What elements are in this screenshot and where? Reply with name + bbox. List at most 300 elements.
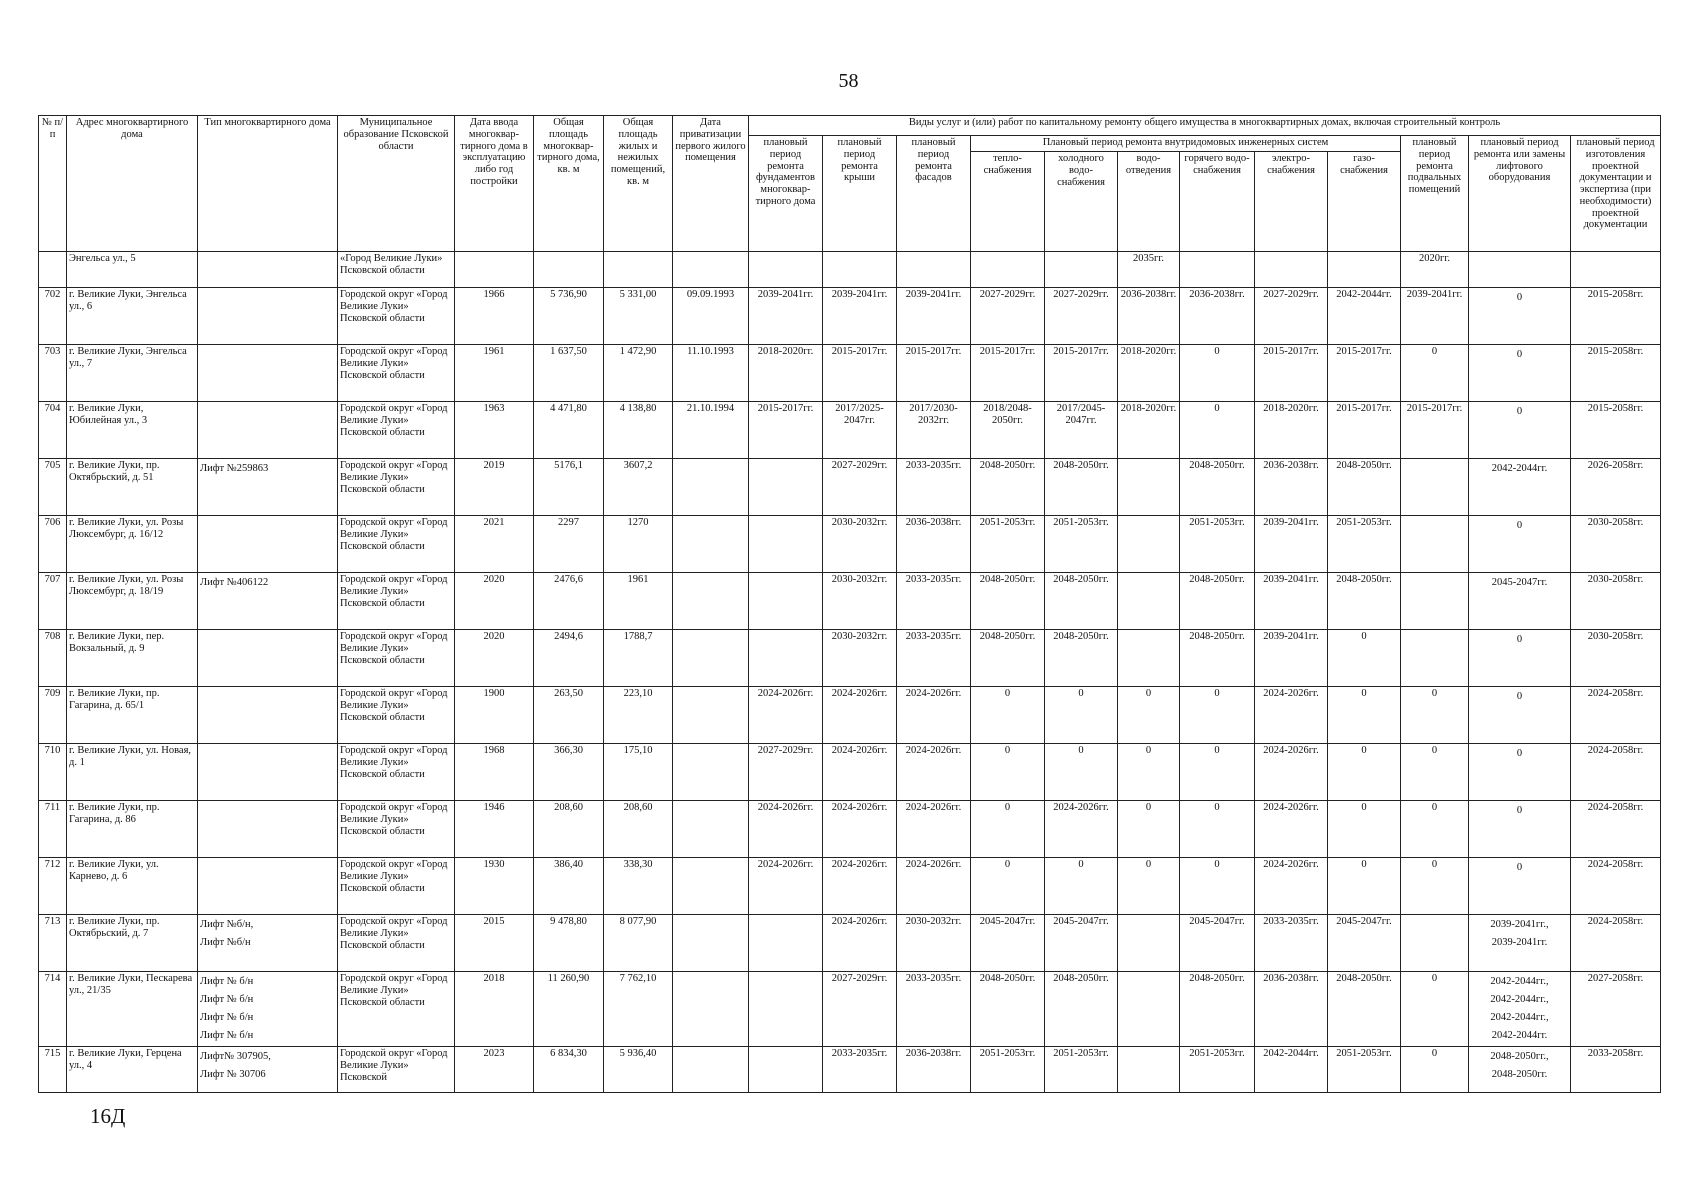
cell-type [198, 915, 338, 972]
cell-basement: 0 [1401, 858, 1469, 915]
cell-num: 713 [39, 915, 67, 972]
cell-privatization-date [673, 972, 749, 1047]
cell-drainage [1118, 630, 1180, 687]
cell-type [198, 516, 338, 573]
cell-facade: 2033-2035гг. [897, 573, 971, 630]
cell-basement: 0 [1401, 744, 1469, 801]
cell-facade: 2024-2026гг. [897, 858, 971, 915]
cell-cold-water: 2048-2050гг. [1045, 630, 1118, 687]
cell-living-area: 223,10 [604, 687, 673, 744]
cell-total-area: 2297 [534, 516, 604, 573]
cell-gas: 2048-2050гг. [1328, 459, 1401, 516]
cell-hot-water: 0 [1180, 801, 1255, 858]
cell-gas: 0 [1328, 687, 1401, 744]
table-row [39, 516, 1661, 573]
cell-living-area: 5 936,40 [604, 1047, 673, 1093]
cell-total-area: 1 637,50 [534, 345, 604, 402]
cell-drainage [1118, 972, 1180, 1047]
header-privatization-date: Дата приватизации первого жилого помещения [673, 116, 749, 252]
cell-num: 705 [39, 459, 67, 516]
cell-design: 2024-2058гг. [1571, 858, 1661, 915]
cell-design: 2027-2058гг. [1571, 972, 1661, 1047]
cell-total-area: 5176,1 [534, 459, 604, 516]
cell-privatization-date: 21.10.1994 [673, 402, 749, 459]
cell-living-area: 4 138,80 [604, 402, 673, 459]
cell-type [198, 858, 338, 915]
cell-electric: 2039-2041гг. [1255, 516, 1328, 573]
elevator-id-line: Лифт № б/н [200, 994, 254, 1005]
cell-facade: 2033-2035гг. [897, 630, 971, 687]
cell-hot-water: 2051-2053гг. [1180, 516, 1255, 573]
cell-commission-date: 1930 [455, 858, 534, 915]
cell-roof: 2024-2026гг. [823, 744, 897, 801]
cell-hot-water: 0 [1180, 687, 1255, 744]
cell-municipality: Городской округ «Город Великие Луки» Псковской области [338, 516, 455, 573]
cell-design [1571, 252, 1661, 288]
cell-num: 712 [39, 858, 67, 915]
cell-drainage: 0 [1118, 744, 1180, 801]
cell-commission-date: 2018 [455, 972, 534, 1047]
cell-commission-date: 1961 [455, 345, 534, 402]
cell-hot-water: 2048-2050гг. [1180, 972, 1255, 1047]
cell-type [198, 573, 338, 630]
cell-type [198, 402, 338, 459]
cell-num: 707 [39, 573, 67, 630]
cell-basement: 2020гг. [1401, 252, 1469, 288]
cell-hot-water: 0 [1180, 744, 1255, 801]
cell-cold-water: 2048-2050гг. [1045, 972, 1118, 1047]
cell-roof [823, 252, 897, 288]
header-total-area: Общая площадь многоквар- тирного дома, кв. м [534, 116, 604, 252]
cell-heating: 0 [971, 744, 1045, 801]
cell-facade: 2033-2035гг. [897, 459, 971, 516]
table-row [39, 573, 1661, 630]
cell-cold-water: 0 [1045, 744, 1118, 801]
cell-privatization-date [673, 573, 749, 630]
cell-foundation [749, 573, 823, 630]
header-systems-group: Плановый период ремонта внутридомовых инженерных систем [971, 136, 1401, 152]
cell-electric: 2015-2017гг. [1255, 345, 1328, 402]
cell-electric: 2024-2026гг. [1255, 687, 1328, 744]
cell-design: 2024-2058гг. [1571, 915, 1661, 972]
cell-address: Энгельса ул., 5 [67, 252, 198, 288]
cell-address: г. Великие Луки, пр. Гагарина, д. 65/1 [67, 687, 198, 744]
cell-commission-date: 1946 [455, 801, 534, 858]
cell-gas: 0 [1328, 630, 1401, 687]
cell-design: 2030-2058гг. [1571, 516, 1661, 573]
cell-cold-water: 2015-2017гг. [1045, 345, 1118, 402]
cell-municipality: Городской округ «Город Великие Луки» Псковской [338, 1047, 455, 1093]
cell-foundation: 2024-2026гг. [749, 858, 823, 915]
cell-heating: 0 [971, 858, 1045, 915]
cell-foundation: 2018-2020гг. [749, 345, 823, 402]
cell-privatization-date: 09.09.1993 [673, 288, 749, 345]
elevator-period-line: 0 [1516, 691, 1523, 702]
elevator-period-line: 2042-2044гг., [1490, 976, 1549, 987]
cell-basement: 0 [1401, 1047, 1469, 1093]
cell-foundation [749, 915, 823, 972]
cell-type [198, 972, 338, 1047]
cell-commission-date: 2021 [455, 516, 534, 573]
cell-commission-date [455, 252, 534, 288]
elevator-period-line: 0 [1516, 292, 1523, 303]
cell-living-area [604, 252, 673, 288]
cell-elevator [1469, 858, 1571, 915]
cell-drainage [1118, 1047, 1180, 1093]
cell-hot-water [1180, 252, 1255, 288]
cell-design: 2030-2058гг. [1571, 573, 1661, 630]
cell-hot-water: 2045-2047гг. [1180, 915, 1255, 972]
elevator-period-line: 2042-2044гг. [1491, 1030, 1548, 1041]
cell-type [198, 687, 338, 744]
cell-heating: 2027-2029гг. [971, 288, 1045, 345]
cell-elevator [1469, 288, 1571, 345]
cell-municipality: Городской округ «Город Великие Луки» Псковской области [338, 915, 455, 972]
cell-facade [897, 252, 971, 288]
cell-privatization-date [673, 1047, 749, 1093]
cell-heating: 2018/2048-2050гг. [971, 402, 1045, 459]
cell-municipality: Городской округ «Город Великие Луки» Псковской области [338, 744, 455, 801]
elevator-id-line: Лифт №406122 [200, 577, 269, 588]
cell-commission-date: 1968 [455, 744, 534, 801]
header-roof: плановый период ремонта крыши [823, 136, 897, 252]
elevator-period-line: 2039-2041гг. [1491, 937, 1548, 948]
cell-drainage: 2036-2038гг. [1118, 288, 1180, 345]
cell-living-area: 7 762,10 [604, 972, 673, 1047]
cell-electric: 2036-2038гг. [1255, 972, 1328, 1047]
cell-basement [1401, 516, 1469, 573]
cell-num: 711 [39, 801, 67, 858]
header-municipality: Муниципальное образование Псковской области [338, 116, 455, 252]
cell-total-area: 208,60 [534, 801, 604, 858]
cell-electric: 2024-2026гг. [1255, 858, 1328, 915]
cell-basement [1401, 573, 1469, 630]
cell-hot-water: 0 [1180, 858, 1255, 915]
cell-type [198, 252, 338, 288]
cell-commission-date: 2015 [455, 915, 534, 972]
cell-privatization-date [673, 744, 749, 801]
cell-heating: 2048-2050гг. [971, 573, 1045, 630]
header-num: № п/п [39, 116, 67, 252]
cell-foundation: 2015-2017гг. [749, 402, 823, 459]
elevator-period-line: 0 [1516, 748, 1523, 759]
cell-facade: 2036-2038гг. [897, 516, 971, 573]
cell-gas: 2045-2047гг. [1328, 915, 1401, 972]
cell-gas: 2048-2050гг. [1328, 573, 1401, 630]
cell-living-area: 8 077,90 [604, 915, 673, 972]
cell-gas: 0 [1328, 744, 1401, 801]
cell-roof: 2027-2029гг. [823, 972, 897, 1047]
cell-living-area: 5 331,00 [604, 288, 673, 345]
cell-cold-water: 2051-2053гг. [1045, 1047, 1118, 1093]
cell-address: г. Великие Луки, ул. Карнево, д. 6 [67, 858, 198, 915]
cell-num: 714 [39, 972, 67, 1047]
cell-living-area: 1788,7 [604, 630, 673, 687]
header-gas: газо- снабжения [1328, 152, 1401, 252]
cell-drainage [1118, 516, 1180, 573]
cell-basement: 0 [1401, 687, 1469, 744]
cell-drainage: 0 [1118, 687, 1180, 744]
header-services-group: Виды услуг и (или) работ по капитальному ремонту общего имущества в многоквартирных домах, включая строительный контроль [749, 116, 1661, 136]
cell-design: 2024-2058гг. [1571, 744, 1661, 801]
cell-num: 703 [39, 345, 67, 402]
cell-elevator [1469, 345, 1571, 402]
header-cold-water: холодного водо- снабжения [1045, 152, 1118, 252]
cell-num: 710 [39, 744, 67, 801]
cell-facade: 2015-2017гг. [897, 345, 971, 402]
cell-electric [1255, 252, 1328, 288]
header-heating: тепло- снабжения [971, 152, 1045, 252]
cell-design: 2026-2058гг. [1571, 459, 1661, 516]
cell-num: 702 [39, 288, 67, 345]
cell-basement: 0 [1401, 345, 1469, 402]
table-row [39, 345, 1661, 402]
cell-num: 708 [39, 630, 67, 687]
cell-design: 2015-2058гг. [1571, 345, 1661, 402]
cell-heating: 2015-2017гг. [971, 345, 1045, 402]
cell-privatization-date [673, 252, 749, 288]
cell-living-area: 338,30 [604, 858, 673, 915]
cell-address: г. Великие Луки, пр. Октябрьский, д. 7 [67, 915, 198, 972]
cell-hot-water: 0 [1180, 402, 1255, 459]
cell-foundation [749, 459, 823, 516]
cell-municipality: Городской округ «Город Великие Луки» Псковской области [338, 687, 455, 744]
cell-total-area: 9 478,80 [534, 915, 604, 972]
cell-address: г. Великие Луки, Юбилейная ул., 3 [67, 402, 198, 459]
cell-elevator [1469, 801, 1571, 858]
cell-hot-water: 2036-2038гг. [1180, 288, 1255, 345]
cell-type [198, 345, 338, 402]
cell-living-area: 175,10 [604, 744, 673, 801]
cell-hot-water: 2048-2050гг. [1180, 459, 1255, 516]
cell-foundation [749, 972, 823, 1047]
cell-electric: 2039-2041гг. [1255, 573, 1328, 630]
cell-elevator [1469, 630, 1571, 687]
table-row [39, 1047, 1661, 1093]
cell-cold-water: 2027-2029гг. [1045, 288, 1118, 345]
cell-heating: 2051-2053гг. [971, 1047, 1045, 1093]
table-row [39, 288, 1661, 345]
cell-drainage: 0 [1118, 801, 1180, 858]
cell-municipality: Городской округ «Город Великие Луки» Псковской области [338, 972, 455, 1047]
cell-design: 2030-2058гг. [1571, 630, 1661, 687]
cell-foundation: 2027-2029гг. [749, 744, 823, 801]
cell-privatization-date [673, 858, 749, 915]
cell-drainage [1118, 459, 1180, 516]
cell-roof: 2024-2026гг. [823, 687, 897, 744]
cell-total-area: 4 471,80 [534, 402, 604, 459]
cell-design: 2015-2058гг. [1571, 288, 1661, 345]
table-row [39, 459, 1661, 516]
cell-total-area: 2476,6 [534, 573, 604, 630]
header-hot-water: горячего водо- снабжения [1180, 152, 1255, 252]
cell-electric: 2042-2044гг. [1255, 1047, 1328, 1093]
cell-num: 715 [39, 1047, 67, 1093]
cell-foundation [749, 630, 823, 687]
cell-roof: 2017/2025-2047гг. [823, 402, 897, 459]
cell-municipality: Городской округ «Город Великие Луки» Псковской области [338, 573, 455, 630]
cell-foundation [749, 1047, 823, 1093]
cell-electric: 2027-2029гг. [1255, 288, 1328, 345]
table-row [39, 630, 1661, 687]
cell-drainage: 2035гг. [1118, 252, 1180, 288]
cell-privatization-date: 11.10.1993 [673, 345, 749, 402]
cell-gas: 0 [1328, 801, 1401, 858]
cell-living-area: 1 472,90 [604, 345, 673, 402]
table-row [39, 252, 1661, 288]
cell-facade: 2017/2030-2032гг. [897, 402, 971, 459]
elevator-period-line: 0 [1516, 349, 1523, 360]
elevator-period-line: 2048-2050гг. [1491, 1069, 1548, 1080]
cell-elevator [1469, 573, 1571, 630]
table-header [39, 116, 1661, 252]
cell-heating [971, 252, 1045, 288]
cell-cold-water: 2017/2045-2047гг. [1045, 402, 1118, 459]
cell-municipality: Городской округ «Город Великие Луки» Псковской области [338, 345, 455, 402]
cell-gas: 2051-2053гг. [1328, 1047, 1401, 1093]
elevator-id-line: Лифт№ 307905, [200, 1051, 271, 1062]
cell-address: г. Великие Луки, ул. Розы Люксембург, д. 16/12 [67, 516, 198, 573]
cell-municipality: Городской округ «Город Великие Луки» Псковской области [338, 630, 455, 687]
cell-heating: 0 [971, 687, 1045, 744]
cell-total-area: 11 260,90 [534, 972, 604, 1047]
cell-foundation: 2024-2026гг. [749, 687, 823, 744]
cell-type [198, 288, 338, 345]
cell-cold-water: 2048-2050гг. [1045, 573, 1118, 630]
cell-drainage [1118, 915, 1180, 972]
cell-basement: 2039-2041гг. [1401, 288, 1469, 345]
cell-total-area: 366,30 [534, 744, 604, 801]
cell-living-area: 208,60 [604, 801, 673, 858]
header-living-area: Общая площадь жилых и нежилых помещений, кв. м [604, 116, 673, 252]
header-type: Тип многоквартирного дома [198, 116, 338, 252]
cell-address: г. Великие Луки, Герцена ул., 4 [67, 1047, 198, 1093]
cell-hot-water: 0 [1180, 345, 1255, 402]
cell-roof: 2030-2032гг. [823, 573, 897, 630]
cell-total-area [534, 252, 604, 288]
elevator-id-line: Лифт № б/н [200, 976, 254, 987]
cell-privatization-date [673, 687, 749, 744]
cell-roof: 2030-2032гг. [823, 630, 897, 687]
cell-municipality: «Город Великие Луки» Псковской области [338, 252, 455, 288]
cell-living-area: 1270 [604, 516, 673, 573]
cell-cold-water: 2051-2053гг. [1045, 516, 1118, 573]
cell-commission-date: 1900 [455, 687, 534, 744]
cell-cold-water: 2024-2026гг. [1045, 801, 1118, 858]
elevator-period-line: 2039-2041гг., [1490, 919, 1549, 930]
cell-gas [1328, 252, 1401, 288]
cell-foundation [749, 516, 823, 573]
cell-address: г. Великие Луки, Энгельса ул., 7 [67, 345, 198, 402]
elevator-period-line: 2042-2044гг. [1491, 463, 1548, 474]
cell-drainage [1118, 573, 1180, 630]
cell-commission-date: 2023 [455, 1047, 534, 1093]
table-row [39, 858, 1661, 915]
cell-heating: 2045-2047гг. [971, 915, 1045, 972]
cell-living-area: 1961 [604, 573, 673, 630]
elevator-id-line: Лифт № б/н [200, 1012, 254, 1023]
cell-facade: 2039-2041гг. [897, 288, 971, 345]
table-row [39, 402, 1661, 459]
cell-commission-date: 1963 [455, 402, 534, 459]
cell-commission-date: 2020 [455, 630, 534, 687]
cell-drainage: 2018-2020гг. [1118, 345, 1180, 402]
page-number: 58 [838, 70, 859, 92]
cell-total-area: 5 736,90 [534, 288, 604, 345]
elevator-period-line: 2042-2044гг., [1490, 994, 1549, 1005]
table-body [39, 252, 1661, 1093]
cell-facade: 2033-2035гг. [897, 972, 971, 1047]
header-basement: плановый период ремонта подвальных помещений [1401, 136, 1469, 252]
elevator-period-line: 0 [1516, 520, 1523, 531]
cell-electric: 2024-2026гг. [1255, 801, 1328, 858]
cell-elevator [1469, 516, 1571, 573]
cell-type [198, 1047, 338, 1093]
cell-municipality: Городской округ «Город Великие Луки» Псковской области [338, 858, 455, 915]
table-row [39, 687, 1661, 744]
cell-basement: 0 [1401, 801, 1469, 858]
cell-heating: 2048-2050гг. [971, 459, 1045, 516]
elevator-period-line: 2045-2047гг. [1491, 577, 1548, 588]
header-foundation: плановый период ремонта фундаментов многоквар- тирного дома [749, 136, 823, 252]
cell-roof: 2024-2026гг. [823, 915, 897, 972]
cell-type [198, 801, 338, 858]
header-drainage: водо- отведения [1118, 152, 1180, 252]
cell-elevator [1469, 744, 1571, 801]
cell-heating: 0 [971, 801, 1045, 858]
cell-address: г. Великие Луки, ул. Розы Люксембург, д. 18/19 [67, 573, 198, 630]
elevator-id-line: Лифт № 30706 [200, 1069, 266, 1080]
cell-total-area: 2494,6 [534, 630, 604, 687]
cell-design: 2015-2058гг. [1571, 402, 1661, 459]
cell-facade: 2024-2026гг. [897, 801, 971, 858]
capital-repair-table [38, 115, 1661, 1093]
elevator-id-line: Лифт №б/н, [200, 919, 254, 930]
cell-drainage: 2018-2020гг. [1118, 402, 1180, 459]
cell-design: 2024-2058гг. [1571, 687, 1661, 744]
cell-privatization-date [673, 915, 749, 972]
cell-commission-date: 2020 [455, 573, 534, 630]
cell-basement: 0 [1401, 972, 1469, 1047]
cell-municipality: Городской округ «Город Великие Луки» Псковской области [338, 801, 455, 858]
cell-cold-water: 2048-2050гг. [1045, 459, 1118, 516]
cell-living-area: 3607,2 [604, 459, 673, 516]
cell-roof: 2030-2032гг. [823, 516, 897, 573]
cell-roof: 2015-2017гг. [823, 345, 897, 402]
cell-heating: 2051-2053гг. [971, 516, 1045, 573]
cell-cold-water: 0 [1045, 687, 1118, 744]
cell-elevator [1469, 687, 1571, 744]
elevator-id-line: Лифт №259863 [200, 463, 269, 474]
cell-privatization-date [673, 801, 749, 858]
cell-hot-water: 2048-2050гг. [1180, 630, 1255, 687]
cell-address: г. Великие Луки, Пескарева ул., 21/35 [67, 972, 198, 1047]
cell-roof: 2039-2041гг. [823, 288, 897, 345]
cell-hot-water: 2051-2053гг. [1180, 1047, 1255, 1093]
cell-num: 706 [39, 516, 67, 573]
cell-foundation [749, 252, 823, 288]
header-commission-date: Дата ввода многоквар- тирного дома в эксплуатацию либо год постройки [455, 116, 534, 252]
footer-code: 16Д [90, 1104, 126, 1128]
cell-basement [1401, 630, 1469, 687]
cell-gas: 0 [1328, 858, 1401, 915]
table-row [39, 915, 1661, 972]
elevator-period-line: 2048-2050гг., [1490, 1051, 1549, 1062]
cell-electric: 2018-2020гг. [1255, 402, 1328, 459]
cell-cold-water: 0 [1045, 858, 1118, 915]
cell-design: 2033-2058гг. [1571, 1047, 1661, 1093]
cell-municipality: Городской округ «Город Великие Луки» Псковской области [338, 402, 455, 459]
